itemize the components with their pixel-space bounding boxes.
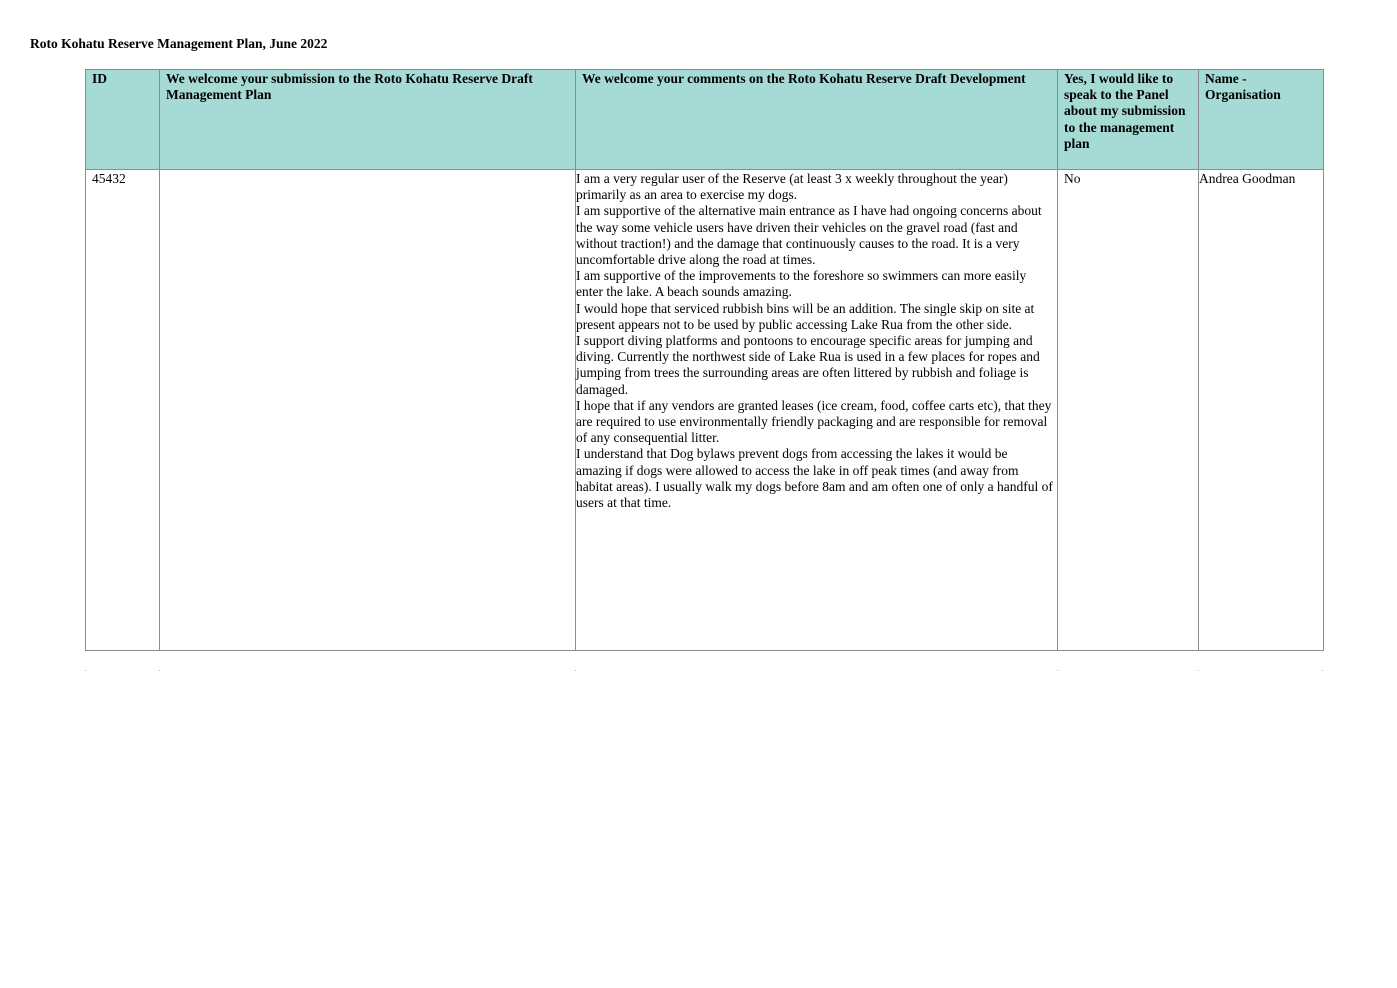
header-speak-label: Yes, I would like to speak to the Panel about my submission to the management plan [1064, 71, 1186, 151]
table-row [86, 170, 1324, 651]
cell-name [1199, 170, 1324, 651]
document-title: Roto Kohatu Reserve Management Plan, June 2022 [30, 36, 328, 51]
cell-submission [160, 170, 576, 651]
header-comments-label: We welcome your comments on the Roto Kohatu Reserve Draft Development [582, 71, 1026, 86]
cell-id [86, 170, 160, 651]
comment-paragraph: I am supportive of the improvements to the foreshore so swimmers can more easily enter the lake. A beach sounds amazing. [576, 268, 1027, 300]
comment-paragraph: I understand that Dog bylaws prevent dogs from accessing the lakes it would be amazing if dogs were allowed to access the lake in off peak times (and away from habitat areas). I usually walk my dogs before 8am and am often one of only a handful of users at that time. [576, 446, 1053, 511]
comment-paragraph: I am a very regular user of the Reserve (at least 3 x weekly throughout the year) primarily as an area to exercise my dogs. [576, 171, 1008, 203]
header-submission-label: We welcome your submission to the Roto Kohatu Reserve Draft Management Plan [166, 71, 533, 103]
header-name-label: Name - Organisation [1205, 71, 1281, 103]
table-header-row [86, 70, 1324, 170]
cell-comments [576, 170, 1058, 651]
comment-paragraph: I am supportive of the alternative main entrance as I have had ongoing concerns about the way some vehicle users have driven their vehicles on the gravel road (fast and without traction!) and the damage that continuously causes to the road. It is a very uncomfortable drive along the road at times. [576, 203, 1042, 268]
comment-paragraph: I hope that if any vendors are granted leases (ice cream, food, coffee carts etc), that they are required to use environmentally friendly packaging and are responsible for removal of any consequential litter. [576, 397, 1052, 446]
header-speak [1058, 70, 1199, 170]
header-submission [160, 70, 576, 170]
cell-speak [1058, 170, 1199, 651]
header-comments [576, 70, 1058, 170]
cell-id-value: 45432 [92, 171, 126, 186]
comment-paragraph: I would hope that serviced rubbish bins will be an addition. The single skip on site at present appears not to be used by public accessing Lake Rua from the other side. [576, 300, 1035, 332]
header-name [1199, 70, 1324, 170]
header-id-label: ID [92, 71, 108, 86]
page-break-marks [85, 670, 1323, 672]
header-id [86, 70, 160, 170]
submission-table [85, 69, 1324, 651]
comment-paragraph: I support diving platforms and pontoons to encourage specific areas for jumping and diving. Currently the northwest side of Lake Rua is used in a few places for ropes and jumping from trees the surrounding areas are often littered by rubbish and foliage is damaged. [576, 333, 1040, 397]
cell-speak-value: No [1064, 171, 1081, 186]
cell-name-value: Andrea Goodman [1199, 171, 1296, 186]
